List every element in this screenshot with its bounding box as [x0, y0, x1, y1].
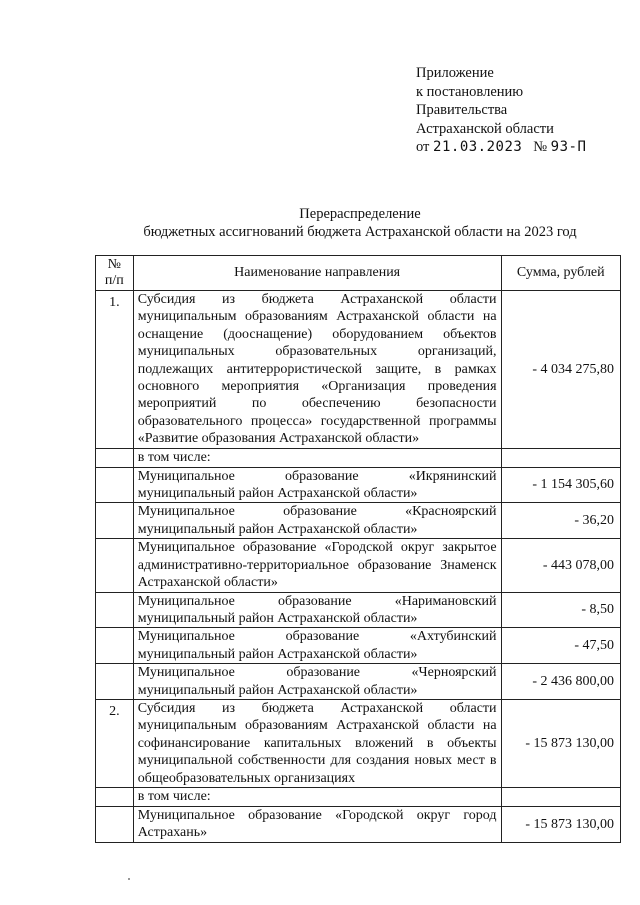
row-sum: - 2 436 800,00: [501, 664, 620, 700]
row-name: Муниципальное образование «Красноярский муниципальный район Астраханской области»: [133, 503, 501, 539]
row-number: [96, 467, 134, 503]
number-sign: №: [533, 139, 548, 155]
row-number: [96, 806, 134, 842]
table-row: [96, 592, 621, 628]
row-name: Субсидия из бюджета Астраханской области муниципальным образованиям Астраханской области на оснащение (дооснащение) оборудованием объектов муниципальных образовательных организаций, подлежащих антитеррористической защите, в рамках основного мероприятия «Организация проведения мероприятий по обеспечению безопасности образовательного процесса» государственной программы «Развитие образования Астраханской области»: [133, 291, 501, 449]
appendix-line: к постановлению: [416, 83, 524, 100]
budget-table: [95, 255, 621, 843]
appendix-line: Приложение: [416, 65, 494, 81]
row-sum: - 4 034 275,80: [501, 291, 620, 449]
table-row: [96, 628, 621, 664]
title-line-2: бюджетных ассигнований бюджета Астраханской области на 2023 год: [143, 224, 577, 240]
row-number: 1.: [96, 291, 134, 449]
table-row: [96, 806, 621, 842]
row-number: [96, 787, 134, 806]
row-sum: - 47,50: [501, 628, 620, 664]
scan-speck: [128, 878, 130, 880]
row-name: в том числе:: [133, 787, 501, 806]
appendix-block: [416, 64, 586, 157]
row-name: Муниципальное образование «Городской округ город Астрахань»: [133, 806, 501, 842]
row-number: 2.: [96, 699, 134, 787]
row-name: Муниципальное образование «Наримановский муниципальный район Астраханской области»: [133, 592, 501, 628]
table-row: [96, 467, 621, 503]
appendix-line: Астраханской области: [416, 120, 554, 137]
title-line-1: Перераспределение: [299, 206, 421, 222]
appendix-line: Правительства: [416, 102, 508, 118]
table-row: [96, 448, 621, 467]
row-number: [96, 503, 134, 539]
row-number: [96, 664, 134, 700]
row-name: в том числе:: [133, 448, 501, 467]
table-row: [96, 699, 621, 787]
row-sum: [501, 448, 620, 467]
row-sum: - 15 873 130,00: [501, 699, 620, 787]
resolution-date: 21.03.2023: [433, 139, 523, 155]
table-row: [96, 664, 621, 700]
row-sum: - 15 873 130,00: [501, 806, 620, 842]
row-sum: [501, 787, 620, 806]
row-sum: - 443 078,00: [501, 539, 620, 592]
table-row: [96, 291, 621, 449]
table-row: [96, 503, 621, 539]
row-name: Муниципальное образование «Черноярский муниципальный район Астраханской области»: [133, 664, 501, 700]
row-number: [96, 539, 134, 592]
header-name: Наименование направления: [133, 256, 501, 291]
table-header-row: [96, 256, 621, 291]
row-name: Субсидия из бюджета Астраханской области муниципальным образованиям Астраханской области на софинансирование капитальных вложений в объекты муниципальной собственности для создания новых мест в общеобразовательных организациях: [133, 699, 501, 787]
row-name: Муниципальное образование «Городской округ закрытое административно-территориальное образование Знаменск Астраханской области»: [133, 539, 501, 592]
appendix-date-line: [416, 138, 586, 157]
row-sum: - 36,20: [501, 503, 620, 539]
header-number: № п/п: [96, 256, 134, 291]
row-name: Муниципальное образование «Икрянинский муниципальный район Астраханской области»: [133, 467, 501, 503]
table-row: [96, 787, 621, 806]
row-sum: - 1 154 305,60: [501, 467, 620, 503]
document-title: [100, 205, 620, 241]
table-row: [96, 539, 621, 592]
row-number: [96, 448, 134, 467]
row-number: [96, 592, 134, 628]
resolution-number: 93-П: [550, 139, 587, 155]
row-number: [96, 628, 134, 664]
date-prefix: от: [416, 139, 430, 155]
row-name: Муниципальное образование «Ахтубинский муниципальный район Астраханской области»: [133, 628, 501, 664]
row-sum: - 8,50: [501, 592, 620, 628]
header-sum: Сумма, рублей: [501, 256, 620, 291]
